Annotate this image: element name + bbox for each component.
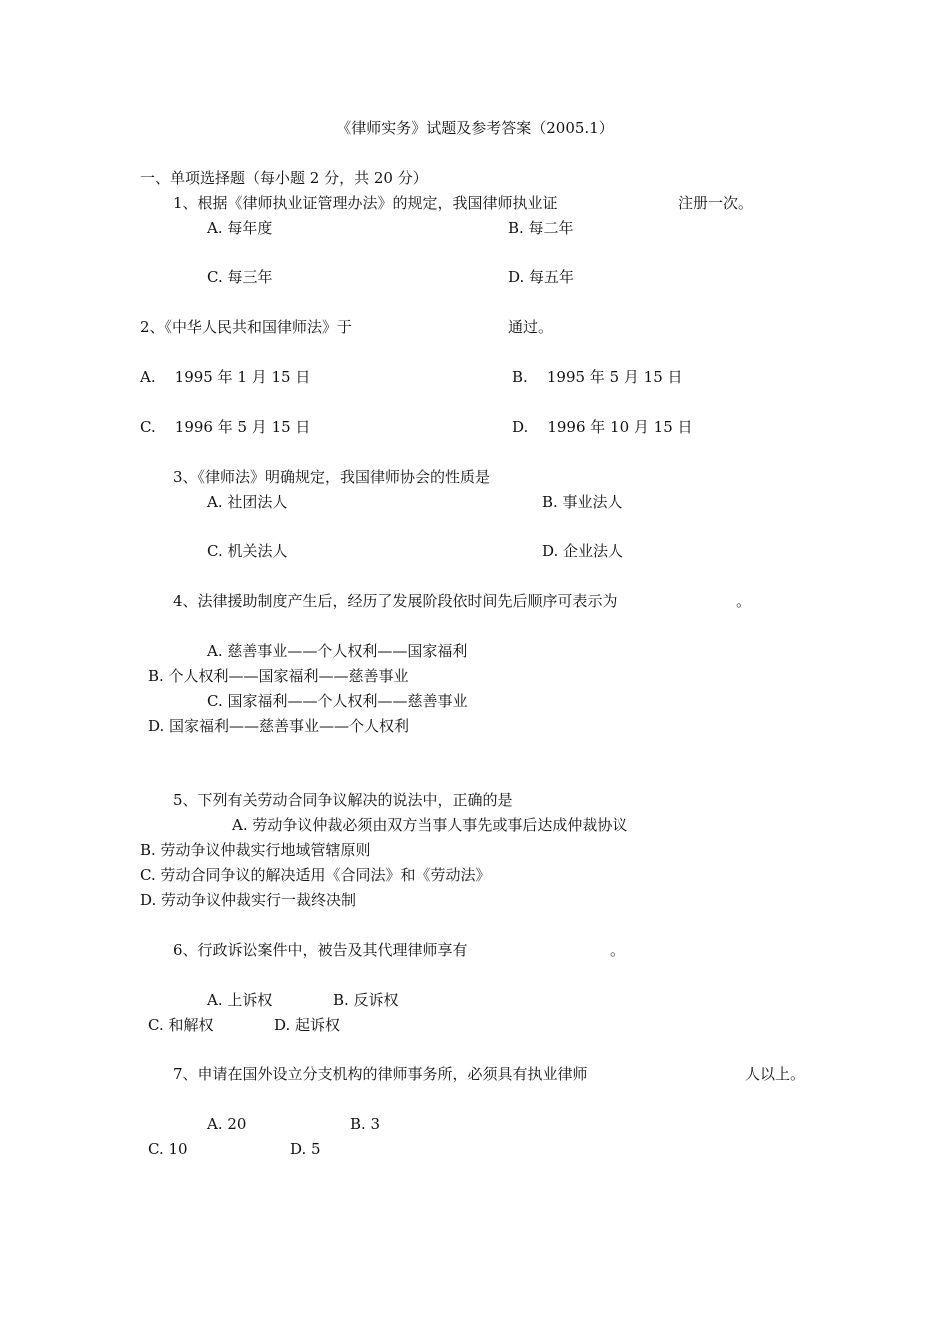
q4-option-b: B. 个人权利——国家福利——慈善事业 [148, 667, 409, 685]
q1-stem: 1、根据《律师执业证管理办法》的规定，我国律师执业证 [173, 194, 558, 212]
q4-option-d: D. 国家福利——慈善事业——个人权利 [148, 717, 410, 735]
q3-option-b: B. 事业法人 [542, 493, 623, 511]
q2-option-d: D. 1996 年 10 月 15 日 [512, 418, 693, 436]
q3-option-a: A. 社团法人 [207, 493, 288, 511]
q6-option-b: B. 反诉权 [333, 991, 399, 1009]
q1-option-a: A. 每年度 [207, 219, 273, 237]
q2-option-b: B. 1995 年 5 月 15 日 [512, 368, 683, 386]
q6-option-c: C. 和解权 [148, 1016, 214, 1034]
q4-option-c: C. 国家福利——个人权利——慈善事业 [207, 692, 468, 710]
q2-option-a: A. 1995 年 1 月 15 日 [140, 368, 311, 386]
q4-option-a: A. 慈善事业——个人权利——国家福利 [207, 642, 468, 660]
q1-tail: 注册一次。 [678, 194, 754, 212]
q1-option-b: B. 每二年 [508, 219, 574, 237]
q6-tail: 。 [610, 941, 626, 959]
q3-stem: 3、《律师法》明确规定，我国律师协会的性质是 [173, 468, 491, 486]
q1-option-c: C. 每三年 [207, 268, 273, 286]
q7-stem: 7、申请在国外设立分支机构的律师事务所，必须具有执业律师 [173, 1065, 588, 1083]
q7-option-a: A. 20 [207, 1115, 247, 1133]
q2-tail: 通过。 [508, 318, 554, 336]
q5-option-d: D. 劳动争议仲裁实行一裁终决制 [140, 891, 357, 909]
q7-option-b: B. 3 [350, 1115, 381, 1133]
q4-tail: 。 [736, 592, 752, 610]
q7-option-c: C. 10 [148, 1140, 188, 1158]
document-title: 《律师实务》试题及参考答案（2005.1） [336, 119, 614, 137]
q7-tail: 人以上。 [745, 1065, 806, 1083]
q4-stem: 4、法律援助制度产生后，经历了发展阶段依时间先后顺序可表示为 [173, 592, 618, 610]
q7-option-d: D. 5 [290, 1140, 321, 1158]
section-heading: 一、单项选择题（每小题 2 分，共 20 分） [140, 169, 428, 187]
q6-option-d: D. 起诉权 [274, 1016, 341, 1034]
q5-stem: 5、下列有关劳动合同争议解决的说法中，正确的是 [173, 791, 513, 809]
q1-option-d: D. 每五年 [508, 268, 575, 286]
q6-option-a: A. 上诉权 [207, 991, 273, 1009]
q5-option-a: A. 劳动争议仲裁必须由双方当事人事先或事后达成仲裁协议 [232, 816, 628, 834]
q3-option-d: D. 企业法人 [542, 542, 624, 560]
q2-option-c: C. 1996 年 5 月 15 日 [140, 418, 311, 436]
q6-stem: 6、行政诉讼案件中，被告及其代理律师享有 [173, 941, 468, 959]
q5-option-c: C. 劳动合同争议的解决适用《合同法》和《劳动法》 [140, 866, 491, 884]
q3-option-c: C. 机关法人 [207, 542, 288, 560]
q2-stem: 2、《中华人民共和国律师法》于 [140, 318, 353, 336]
q5-option-b: B. 劳动争议仲裁实行地域管辖原则 [140, 841, 371, 859]
